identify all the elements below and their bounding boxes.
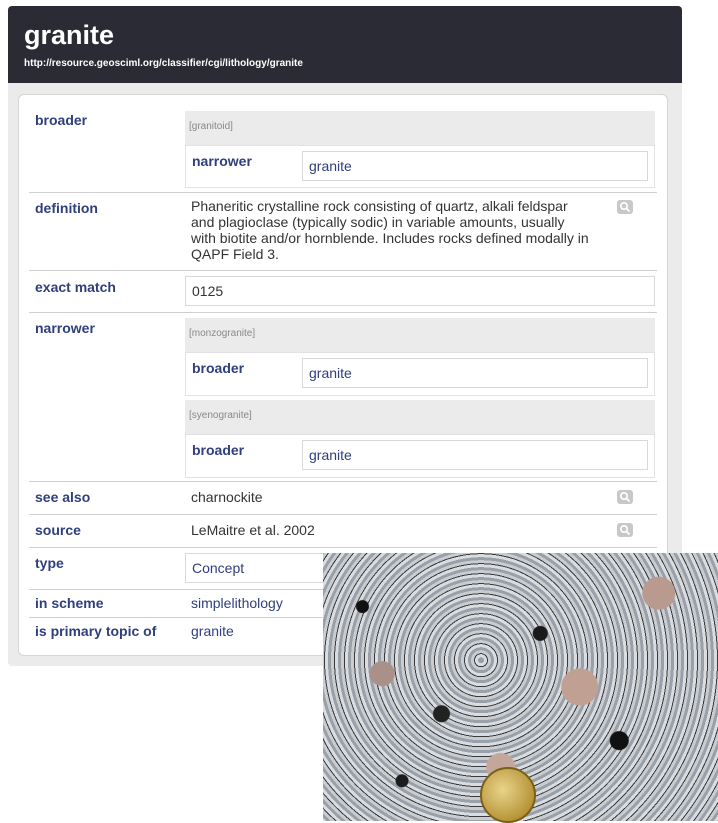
- primary-topic-label: is primary topic of: [35, 623, 157, 639]
- concept-uri[interactable]: http://resource.geosciml.org/classifier/cgi/lithology/granite: [24, 58, 303, 69]
- exact-match-value: 0125: [192, 283, 224, 299]
- type-value[interactable]: Concept: [192, 560, 245, 576]
- magnifier-icon[interactable]: [617, 490, 633, 504]
- row-exact-match: [29, 270, 657, 313]
- narrower-item-1-sub-box: [185, 352, 655, 396]
- narrower-item-1-sub-label: broader: [192, 360, 245, 376]
- narrower-item-2-box: [185, 400, 655, 436]
- row-broader: [29, 95, 657, 193]
- broader-sub-box: [185, 145, 655, 188]
- narrower-item-1-sub-value-box: [302, 358, 648, 388]
- broader-sub-value[interactable]: granite: [309, 158, 352, 174]
- source-value[interactable]: LeMaitre et al. 2002: [191, 522, 315, 538]
- narrower-item-2-sub-value-box: [302, 440, 648, 470]
- narrower-item-2-concept[interactable]: [syenogranite]: [189, 410, 252, 421]
- definition-text: Phaneritic crystalline rock consisting of quartz, alkali feldspar and plagioclase (typically sodic) in variable amounts, usually with biotite and/or hornblende. Includes rocks defined modally in QAPF Field 3.: [191, 198, 589, 262]
- narrower-item-1-sub-value[interactable]: granite: [309, 365, 352, 381]
- row-definition: [29, 192, 657, 271]
- type-label: type: [35, 555, 64, 571]
- broader-sub-value-box: [302, 151, 648, 181]
- broader-label: broader: [35, 112, 88, 128]
- row-see-also: [29, 481, 657, 515]
- narrower-item-2-sub-value[interactable]: granite: [309, 447, 352, 463]
- in-scheme-value[interactable]: simplelithology: [191, 595, 283, 611]
- exact-match-label: exact match: [35, 279, 116, 295]
- page-title: granite: [24, 20, 115, 50]
- page-header: [8, 6, 682, 83]
- exact-match-box: [185, 276, 655, 306]
- definition-label: definition: [35, 200, 98, 216]
- broader-concept[interactable]: [granitoid]: [189, 121, 233, 132]
- primary-topic-value[interactable]: granite: [191, 623, 234, 639]
- see-also-value[interactable]: charnockite: [191, 489, 263, 505]
- narrower-label: narrower: [35, 320, 95, 336]
- coin-icon: [480, 767, 536, 823]
- row-narrower: [29, 312, 657, 482]
- broader-sub-label: narrower: [192, 153, 252, 169]
- narrower-item-2-sub-label: broader: [192, 442, 245, 458]
- row-source: [29, 514, 657, 548]
- see-also-label: see also: [35, 489, 91, 505]
- narrower-item-1-box: [185, 318, 655, 354]
- narrower-item-1-concept[interactable]: [monzogranite]: [189, 328, 256, 339]
- in-scheme-label: in scheme: [35, 595, 104, 611]
- narrower-item-2-sub-box: [185, 434, 655, 478]
- source-label: source: [35, 522, 81, 538]
- broader-concept-box: [185, 111, 655, 147]
- magnifier-icon[interactable]: [617, 523, 633, 537]
- magnifier-icon[interactable]: [617, 200, 633, 214]
